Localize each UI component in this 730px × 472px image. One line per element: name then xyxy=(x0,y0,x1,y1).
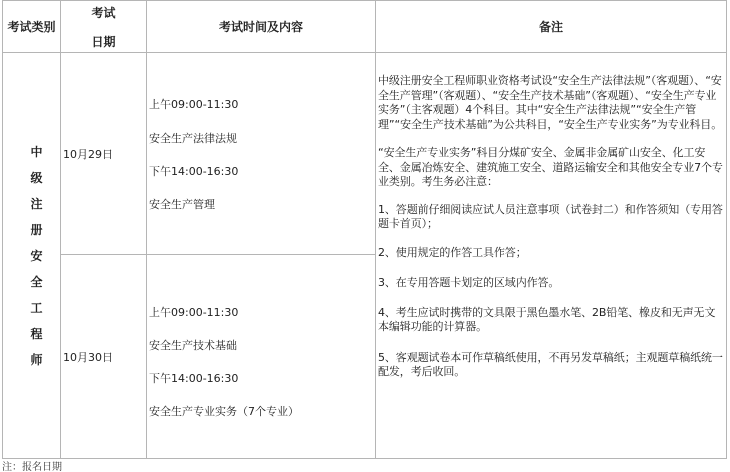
header-date-line1: 考试 xyxy=(91,5,116,20)
notes-paragraph: 中级注册安全工程师职业资格考试设“安全生产法律法规”（客观题）、“安全生产管理”（客观题）、“安全生产技术基础”（客观题）、“安全生产专业实务”（主客观题）4个科目。其中“安全生产法律法规”“安全生产管理”“安全生产技术基础”为公共科目，“安全生产专业实务”为专业科目。 xyxy=(378,74,723,131)
header-category-label: 考试类别 xyxy=(7,20,56,34)
header-notes-label: 备注 xyxy=(538,20,563,34)
category-char: 册 xyxy=(30,222,43,237)
time-content-cell-day2 xyxy=(146,254,376,459)
time-line: 下午14:00-16:30 xyxy=(149,372,239,385)
exam-schedule-table xyxy=(2,0,727,459)
notes-paragraph: 3、在专用答题卡划定的区域内作答。 xyxy=(378,276,560,289)
notes-paragraph: 2、使用规定的作答工具作答； xyxy=(378,245,527,259)
header-date xyxy=(60,0,147,53)
category-char: 程 xyxy=(30,326,43,341)
header-category xyxy=(2,0,61,53)
notes-paragraph: 4、考生应试时携带的文具限于黑色墨水笔、2B铅笔、橡皮和无声无文本编辑功能的计算器。 xyxy=(378,305,716,333)
notes-paragraph: 1、答题前仔细阅读应试人员注意事项（试卷封二）和作答须知（专用答题卡首页）； xyxy=(378,202,723,230)
header-notes xyxy=(375,0,727,53)
header-time-content xyxy=(146,0,376,53)
subject-line: 安全生产技术基础 xyxy=(149,339,237,352)
time-content-cell-day1 xyxy=(146,52,376,255)
subject-line: 安全生产专业实务（7个专业） xyxy=(149,405,299,418)
category-char: 师 xyxy=(30,352,43,367)
time-line: 下午14:00-16:30 xyxy=(149,165,239,178)
subject-line: 安全生产法律法规 xyxy=(149,132,237,145)
notes-cell xyxy=(375,52,727,459)
notes-paragraph: 5、客观题试卷本可作草稿纸使用，不再另发草稿纸；主观题草稿纸统一配发，考后收回。 xyxy=(378,350,723,378)
category-cell xyxy=(2,52,61,459)
time-line: 上午09:00-11:30 xyxy=(149,306,239,319)
category-char: 级 xyxy=(30,170,43,185)
category-char: 注 xyxy=(30,196,43,211)
header-time-content-label: 考试时间及内容 xyxy=(218,20,303,34)
category-char: 工 xyxy=(30,300,43,315)
date-cell-day2 xyxy=(60,254,147,459)
header-date-line2: 日期 xyxy=(91,34,116,49)
subject-line: 安全生产管理 xyxy=(149,198,215,211)
notes-paragraph: “安全生产专业实务”科目分煤矿安全、金属非金属矿山安全、化工安全、金属冶炼安全、建筑施工安全、道路运输安全和其他安全专业7个专业类别。考生务必注意： xyxy=(378,146,723,188)
category-char: 安 xyxy=(30,248,43,263)
time-line: 上午09:00-11:30 xyxy=(149,98,239,111)
date-cell-day1 xyxy=(60,52,147,255)
exam-date: 10月29日 xyxy=(63,147,113,161)
category-char: 中 xyxy=(30,144,43,159)
exam-date: 10月30日 xyxy=(63,350,113,364)
category-char: 全 xyxy=(30,274,43,289)
footer-note: 注：报名日期 xyxy=(2,462,62,472)
